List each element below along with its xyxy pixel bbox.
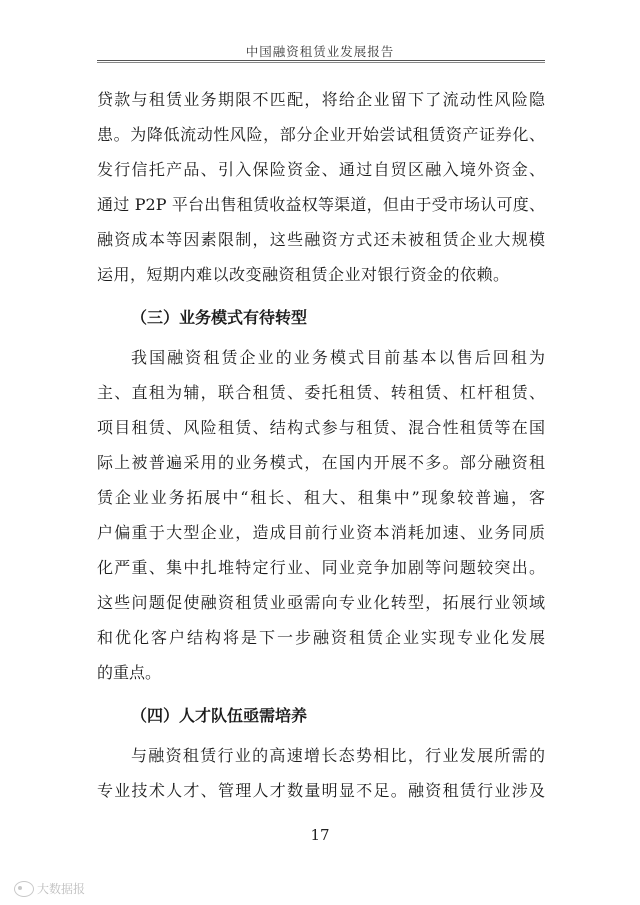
watermark-text: 大数据报	[37, 882, 86, 896]
paragraph-line: 融资成本等因素限制，这些融资方式还未被租赁企业大规模	[97, 230, 545, 249]
paragraph-line: 贷款与租赁业务期限不匹配，将给企业留下了流动性风险隐	[97, 90, 545, 109]
paragraph-line: 通过 P2P 平台出售租赁收益权等渠道，但由于受市场认可度、	[97, 195, 545, 214]
header-rule	[97, 60, 545, 61]
paragraph-line: 赁企业业务拓展中“租长、租大、租集中”现象较普遍，客	[97, 488, 545, 507]
paragraph-line: 患。为降低流动性风险，部分企业开始尝试租赁资产证券化、	[97, 125, 545, 144]
section-heading: （三）业务模式有待转型	[131, 308, 308, 327]
paragraph-line: 的重点。	[97, 663, 162, 682]
header-rule-thin	[97, 62, 545, 63]
paragraph-line: 和优化客户结构将是下一步融资租赁企业实现专业化发展	[97, 628, 545, 647]
paragraph-line: 这些问题促使融资租赁业亟需向专业化转型，拓展行业领域	[97, 593, 545, 612]
section-heading: （四）人才队伍亟需培养	[131, 706, 308, 725]
paragraph-line: 主、直租为辅，联合租赁、委托租赁、转租赁、杠杆租赁、	[97, 383, 545, 402]
page-number: 17	[310, 826, 330, 844]
running-header: 中国融资租赁业发展报告	[245, 44, 395, 59]
paragraph-line: 专业技术人才、管理人才数量明显不足。融资租赁行业涉及	[97, 781, 545, 800]
paragraph-line: 化严重、集中扎堆特定行业、同业竞争加剧等问题较突出。	[97, 558, 545, 577]
watermark-logo-icon	[14, 881, 34, 897]
paragraph-line: 户偏重于大型企业，造成目前行业资本消耗加速、业务同质	[97, 523, 545, 542]
paragraph-line: 际上被普遍采用的业务模式，在国内开展不多。部分融资租	[97, 453, 545, 472]
paragraph-line: 运用，短期内难以改变融资租赁企业对银行资金的依赖。	[97, 265, 510, 284]
paragraph-line: 项目租赁、风险租赁、结构式参与租赁、混合性租赁等在国	[97, 418, 545, 437]
paragraph-line: 我国融资租赁企业的业务模式目前基本以售后回租为	[131, 348, 545, 367]
paragraph-line: 与融资租赁行业的高速增长态势相比，行业发展所需的	[131, 746, 545, 765]
watermark	[14, 880, 85, 897]
paragraph-line: 发行信托产品、引入保险资金、通过自贸区融入境外资金、	[97, 160, 545, 179]
